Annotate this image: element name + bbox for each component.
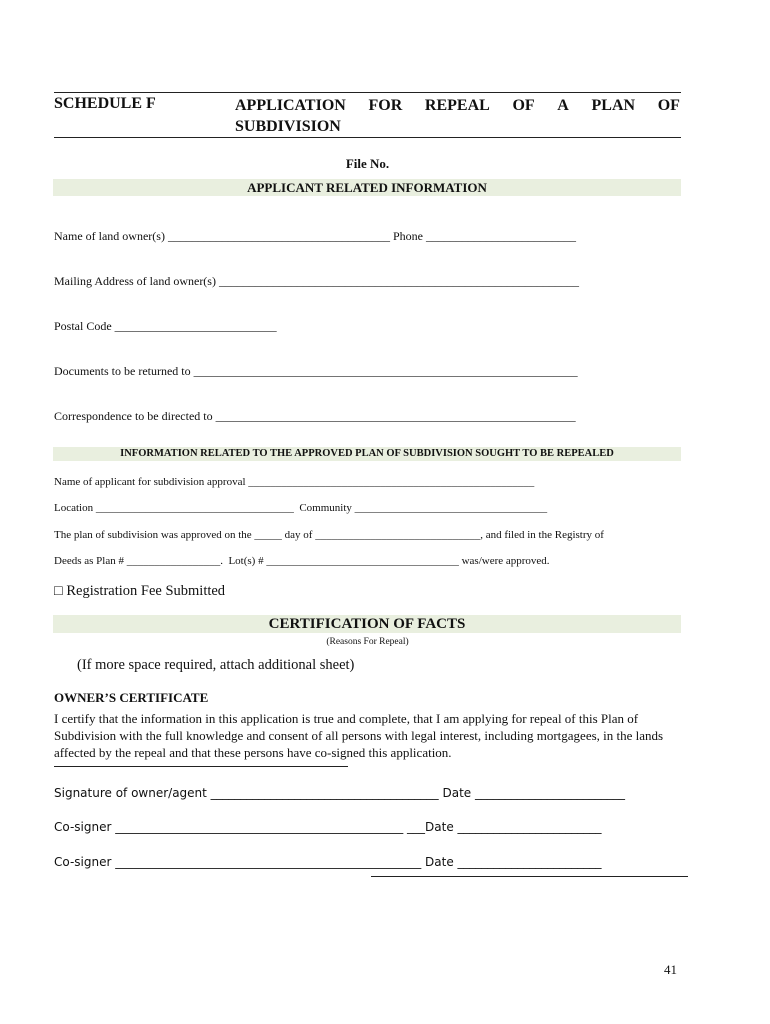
certificate-divider	[54, 766, 348, 767]
signature-block-rule	[371, 876, 688, 877]
registration-fee-checkbox[interactable]: □ Registration Fee Submitted	[54, 583, 226, 599]
title-word: APPLICATION	[235, 97, 346, 114]
title-word: REPEAL	[424, 97, 490, 114]
applicant-section-header: APPLICANT RELATED INFORMATION	[53, 179, 681, 196]
header-top-rule	[54, 92, 681, 93]
documents-returned-field[interactable]: Documents to be returned to ________________________________________________________________	[54, 364, 578, 378]
correspondence-field[interactable]: Correspondence to be directed to ____________________________________________________________	[54, 409, 576, 423]
application-title-line1	[235, 95, 680, 116]
cosigner-1-field[interactable]: Co-signer ________________________________________________ ___Date ________________________	[54, 820, 602, 834]
owner-signature-field[interactable]: Signature of owner/agent ______________________________________ Date _________________________	[54, 786, 625, 800]
header-bottom-rule	[54, 137, 681, 138]
application-title-line2: SUBDIVISION	[235, 118, 341, 135]
owner-name-phone-field[interactable]: Name of land owner(s) _____________________________________ Phone _________________________	[54, 229, 576, 243]
location-community-field[interactable]: Location ____________________________________ Community ___________________________________	[54, 502, 548, 514]
approval-date-field[interactable]: The plan of subdivision was approved on the _____ day of ______________________________, and filed in the Registry of	[54, 529, 604, 541]
file-number-label: File No.	[345, 156, 390, 171]
applicant-name-field[interactable]: Name of applicant for subdivision approval ____________________________________________________	[54, 476, 535, 488]
title-word: A	[557, 97, 569, 114]
owner-certificate-heading: OWNER’S CERTIFICATE	[54, 690, 209, 705]
approved-plan-section-header: INFORMATION RELATED TO THE APPROVED PLAN OF SUBDIVISION SOUGHT TO BE REPEALED	[53, 447, 681, 461]
additional-space-note: (If more space required, attach additional sheet)	[77, 657, 355, 673]
schedule-label: SCHEDULE F	[54, 95, 156, 112]
reasons-subheading: (Reasons For Repeal)	[326, 637, 409, 647]
title-word: OF	[657, 97, 680, 114]
owner-certificate-text: I certify that the information in this application is true and complete, that I am applying for repeal of this Plan of Subdivision with the full knowledge and consent of all persons with legal interest, including mortgagees, in the lands affected by the repeal and that these persons have co-signed this application.	[54, 711, 664, 760]
certification-section-header: CERTIFICATION OF FACTS	[53, 615, 681, 633]
title-word: PLAN	[591, 97, 636, 114]
postal-code-field[interactable]: Postal Code ___________________________	[54, 319, 277, 333]
application-title	[235, 95, 680, 137]
page-number: 41	[664, 962, 677, 977]
title-word: OF	[512, 97, 535, 114]
title-word: FOR	[368, 97, 403, 114]
cosigner-2-field[interactable]: Co-signer ___________________________________________________ Date ________________________	[54, 855, 602, 869]
deeds-plan-lots-field[interactable]: Deeds as Plan # _________________. Lot(s) # ___________________________________ was/were approved.	[54, 555, 550, 567]
mailing-address-field[interactable]: Mailing Address of land owner(s) ____________________________________________________________	[54, 274, 579, 288]
